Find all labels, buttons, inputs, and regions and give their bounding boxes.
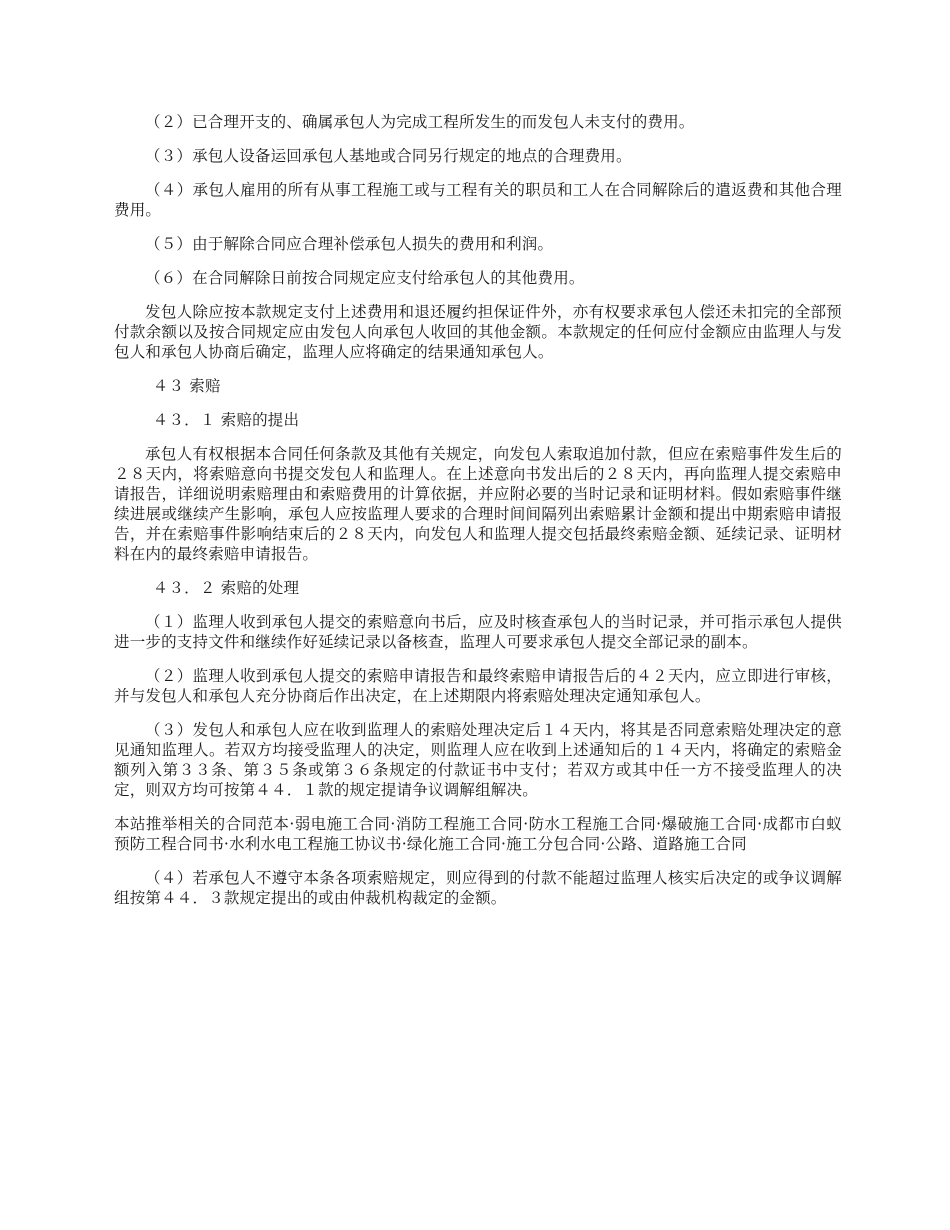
subsection-heading-43-1: ４３．１ 索赔的提出 [152,411,300,429]
paragraph-item-5: （５）由于解除合同应合理补偿承包人损失的费用和利润。 [145,235,554,253]
related-templates-links[interactable]: 本站推举相关的合同范本·弱电施工合同·消防工程施工合同·防水工程施工合同·爆破施工合同·成都市白蚁预防工程合同书·水利水电工程施工协议书·绿化施工合同·施工分包合同·公路、道路施工合同 [114,815,842,853]
paragraph-claim-handling-4: （４）若承包人不遵守本条各项索赔规定，则应得到的付款不能超过监理人核实后决定的或争议调解组按第４４．３款规定提出的或由仲裁机构裁定的金额。 [114,869,842,907]
paragraph-claim-handling-1: （１）监理人收到承包人提交的索赔意向书后，应及时核查承包人的当时记录，并可指示承包人提供进一步的支持文件和继续作好延续记录以备核查，监理人可要求承包人提交全部记录的副本。 [114,613,842,651]
paragraph-claim-handling-2: （２）监理人收到承包人提交的索赔申请报告和最终索赔申请报告后的４２天内，应立即进行审核，并与发包人和承包人充分协商后作出决定，在上述期限内将索赔处理决定通知承包人。 [114,667,842,705]
paragraph-item-6: （６）在合同解除日前按合同规定应支付给承包人的其他费用。 [145,269,585,287]
paragraph-item-4: （４）承包人雇用的所有从事工程施工或与工程有关的职员和工人在合同解除后的遣返费和其他合理费用。 [114,181,842,219]
paragraph-claim-handling-3: （３）发包人和承包人应在收到监理人的索赔处理决定后１４天内，将其是否同意索赔处理决定的意见通知监理人。若双方均接受监理人的决定，则监理人应在收到上述通知后的１４天内，将确定的索赔金额列入第３３条、第３５条或第３６条规定的付款证书中支付；若双方或其中任一方不接受监理人的决定，则双方均可按第４４．１款的规定提请争议调解组解决。 [114,721,842,799]
subsection-heading-43-2: ４３．２ 索赔的处理 [152,579,300,597]
section-heading-43: ４３ 索赔 [152,377,221,395]
document-page [114,112,842,922]
paragraph-termination-payment: 发包人除应按本款规定支付上述费用和退还履约担保证件外，亦有权要求承包人偿还未扣完的全部预付款余额以及按合同规定应由发包人向承包人收回的其他金额。本款规定的任何应付金额应由监理人与发包人和承包人协商后确定，监理人应将确定的结果通知承包人。 [114,303,842,361]
paragraph-item-2: （２）已合理开支的、确属承包人为完成工程所发生的而发包人未支付的费用。 [145,113,695,131]
paragraph-item-3: （３）承包人设备运回承包人基地或合同另行规定的地点的合理费用。 [145,147,632,165]
paragraph-claim-submission: 承包人有权根据本合同任何条款及其他有关规定，向发包人索取追加付款，但应在索赔事件发生后的２８天内，将索赔意向书提交发包人和监理人。在上述意向书发出后的２８天内，再向监理人提交索赔申请报告，详细说明索赔理由和索赔费用的计算依据，并应附必要的当时记录和证明材料。假如索赔事件继续进展或继续产生影响，承包人应按监理人要求的合理时间间隔列出索赔累计金额和提出中期索赔申请报告，并在索赔事件影响结束后的２８天内，向发包人和监理人提交包括最终索赔金额、延续记录、证明材料在内的最终索赔申请报告。 [114,445,842,563]
